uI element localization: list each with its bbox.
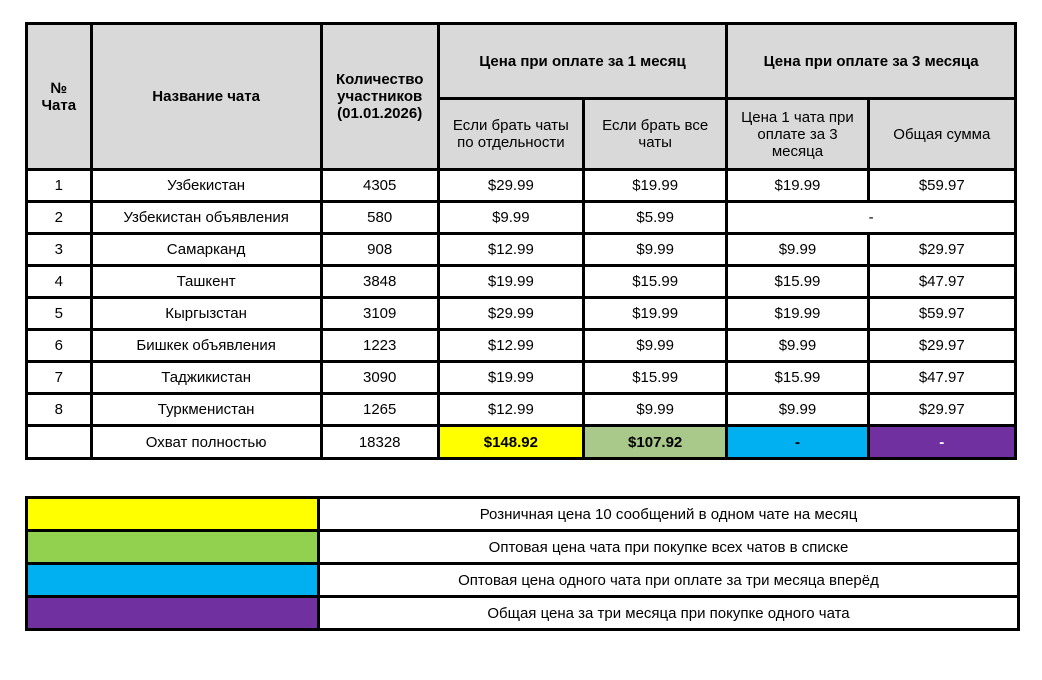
table-row <box>27 170 1016 202</box>
cell-price-all: $9.99 <box>584 394 727 426</box>
cell-sum-3m: $59.97 <box>868 170 1015 202</box>
table-row <box>27 298 1016 330</box>
legend-row <box>27 564 1019 597</box>
cell-sum-3m: $47.97 <box>868 362 1015 394</box>
cell-total-members: 18328 <box>321 426 438 459</box>
cell-chat-number: 1 <box>27 170 92 202</box>
cell-price-3m: $9.99 <box>727 330 868 362</box>
cell-chat-number: 5 <box>27 298 92 330</box>
cell-price-all: $15.99 <box>584 266 727 298</box>
cell-price-separate: $12.99 <box>438 234 583 266</box>
cell-price-3m: $15.99 <box>727 362 868 394</box>
cell-chat-name: Узбекистан <box>91 170 321 202</box>
cell-price-separate: $12.99 <box>438 394 583 426</box>
cell-chat-number: 6 <box>27 330 92 362</box>
cell-price-3m: $19.99 <box>727 298 868 330</box>
header-total-sum: Общая сумма <box>868 99 1015 170</box>
cell-total-price3-blue: - <box>727 426 868 459</box>
header-price-1chat-3m: Цена 1 чата при оплате за 3 месяца <box>727 99 868 170</box>
legend-label-yellow: Розничная цена 10 сообщений в одном чате на месяц <box>319 498 1019 531</box>
cell-sum-3m: $59.97 <box>868 298 1015 330</box>
purple-swatch <box>27 597 319 630</box>
cell-sum-3m: $29.97 <box>868 394 1015 426</box>
cell-members: 4305 <box>321 170 438 202</box>
cell-members: 3090 <box>321 362 438 394</box>
cell-merged-dash: - <box>727 202 1016 234</box>
legend-table <box>25 496 1020 631</box>
green-swatch <box>27 531 319 564</box>
header-price-separate: Если брать чаты по отдельности <box>438 99 583 170</box>
total-row <box>27 426 1016 459</box>
table-row <box>27 202 1016 234</box>
cell-price-all: $19.99 <box>584 170 727 202</box>
table-row <box>27 394 1016 426</box>
yellow-swatch <box>27 498 319 531</box>
cell-total-label: Охват полностью <box>91 426 321 459</box>
table-row <box>27 330 1016 362</box>
cell-price-separate: $29.99 <box>438 170 583 202</box>
cell-chat-number: 2 <box>27 202 92 234</box>
table-row <box>27 234 1016 266</box>
legend-row <box>27 597 1019 630</box>
legend-label-purple: Общая цена за три месяца при покупке одного чата <box>319 597 1019 630</box>
header-group-1-month: Цена при оплате за 1 месяц <box>438 24 727 99</box>
cell-members: 3109 <box>321 298 438 330</box>
header-group-row <box>27 24 1016 99</box>
cell-price-3m: $9.99 <box>727 394 868 426</box>
cell-price-3m: $9.99 <box>727 234 868 266</box>
cell-chat-name: Кыргызстан <box>91 298 321 330</box>
blue-swatch <box>27 564 319 597</box>
cell-chat-number <box>27 426 92 459</box>
table-row <box>27 362 1016 394</box>
cell-chat-name: Бишкек объявления <box>91 330 321 362</box>
cell-chat-number: 4 <box>27 266 92 298</box>
header-group-3-months: Цена при оплате за 3 месяца <box>727 24 1016 99</box>
header-chat-number: № Чата <box>27 24 92 170</box>
legend-label-green: Оптовая цена чата при покупке всех чатов в списке <box>319 531 1019 564</box>
cell-members: 908 <box>321 234 438 266</box>
cell-price-separate: $19.99 <box>438 266 583 298</box>
cell-members: 580 <box>321 202 438 234</box>
cell-sum-3m: $29.97 <box>868 330 1015 362</box>
cell-price-all: $9.99 <box>584 330 727 362</box>
header-price-all-chats: Если брать все чаты <box>584 99 727 170</box>
cell-price-separate: $19.99 <box>438 362 583 394</box>
cell-chat-name: Таджикистан <box>91 362 321 394</box>
cell-total-sum3-purple: - <box>868 426 1015 459</box>
cell-price-all: $15.99 <box>584 362 727 394</box>
cell-sum-3m: $29.97 <box>868 234 1015 266</box>
cell-chat-number: 3 <box>27 234 92 266</box>
cell-price-separate: $12.99 <box>438 330 583 362</box>
cell-price-all: $9.99 <box>584 234 727 266</box>
legend-row <box>27 498 1019 531</box>
cell-members: 3848 <box>321 266 438 298</box>
cell-price-all: $19.99 <box>584 298 727 330</box>
cell-chat-name: Самарканд <box>91 234 321 266</box>
cell-price-separate: $29.99 <box>438 298 583 330</box>
cell-chat-number: 7 <box>27 362 92 394</box>
cell-total-separate-yellow: $148.92 <box>438 426 583 459</box>
price-table <box>25 22 1017 460</box>
cell-price-3m: $15.99 <box>727 266 868 298</box>
cell-members: 1223 <box>321 330 438 362</box>
cell-sum-3m: $47.97 <box>868 266 1015 298</box>
cell-price-3m: $19.99 <box>727 170 868 202</box>
cell-total-all-green: $107.92 <box>584 426 727 459</box>
header-chat-name: Название чата <box>91 24 321 170</box>
cell-chat-name: Ташкент <box>91 266 321 298</box>
cell-chat-number: 8 <box>27 394 92 426</box>
legend-row <box>27 531 1019 564</box>
legend-label-blue: Оптовая цена одного чата при оплате за три месяца вперёд <box>319 564 1019 597</box>
cell-members: 1265 <box>321 394 438 426</box>
cell-price-separate: $9.99 <box>438 202 583 234</box>
cell-chat-name: Туркменистан <box>91 394 321 426</box>
cell-chat-name: Узбекистан объявления <box>91 202 321 234</box>
table-row <box>27 266 1016 298</box>
header-members-count: Количество участников (01.01.2026) <box>321 24 438 170</box>
cell-price-all: $5.99 <box>584 202 727 234</box>
